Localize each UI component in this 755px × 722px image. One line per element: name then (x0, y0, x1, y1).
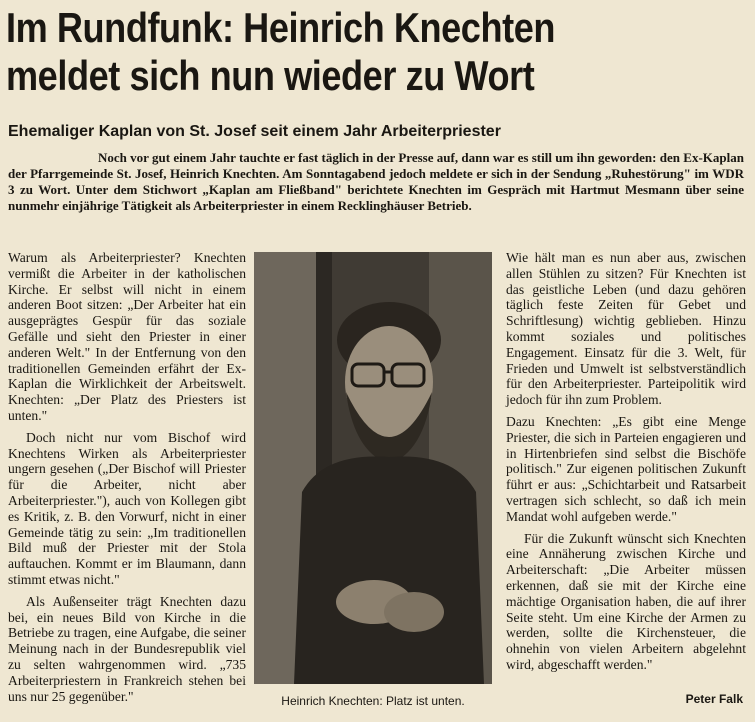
paragraph: Für die Zukunft wünscht sich Knechten eine Annäherung zwischen Kirche und Arbeiterschaft: „Die Arbeiter müssen erkennen, daß sie mit der Kirche eine mächtige Organisation haben, die auf ihrer Seite steht. Um eine Kirche der Armen zu werden, sollte die Kirchensteuer, die ohnehin von vielen Arbeitern abgelehnt wird, abgeschafft werden." (506, 530, 746, 672)
headline-line-1: Im Rundfunk: Heinrich Knechten (6, 4, 555, 51)
paragraph: Als Außenseiter trägt Knechten dazu bei, ein neues Bild von Kirche in die Betriebe zu tragen, eine Aufgabe, die seiner Meinung nach in der Bundesrepublik viel zu selten wahrgenommen wird. „735 Arbeiterpriestern in Frankreich stehen bei uns nur 25 gegenüber." (8, 593, 246, 704)
photo-caption: Heinrich Knechten: Platz ist unten. (281, 694, 465, 708)
column-left (8, 250, 246, 710)
subheadline: Ehemaliger Kaplan von St. Josef seit einem Jahr Arbeiterpriester (8, 123, 501, 140)
author-byline: Peter Falk (685, 692, 743, 706)
paragraph: Doch nicht nur vom Bischof wird Knechtens Wirken als Arbeiterpriester ungern gesehen („Der Bischof will Priester für die Arbeiter, nicht aber Arbeiterpriester."), auch von Kollegen gibt es Kritik, z. B. den Vorwurf, nicht in einer Gemeinde tätig zu sein: „Im traditionellen Bild muß der Priester mit der Stola auftauchen. Kommt er im Blaumann, dann stimmt etwas nicht." (8, 429, 246, 587)
portrait-photo-graphic (254, 252, 492, 684)
paragraph: Wie hält man es nun aber aus, zwischen allen Stühlen zu sitzen? Für Knechten ist das geistliche Leben (und dazu gehören täglich feste Zeiten für Gebet und Schriftlesung) wichtig geblieben. Hinzu kommt soziales und politisches Engagement. Einsatz für die 3. Welt, für Frieden und Umwelt ist selbstverständlich für den Arbeiterpriester. Parteipolitik wird jedoch für ihn zum Problem. (506, 250, 746, 408)
paragraph: Dazu Knechten: „Es gibt eine Menge Priester, die sich in Parteien engagieren und in Hirtenbriefen sind selbst die Bischöfe politisch." Zur eigenen politischen Zukunft führt er aus: „Schichtarbeit und Ratsarbeit vertragen sich schlecht, so daß ich mein Mandat wohl aufgeben werde." (506, 413, 746, 524)
column-right (506, 250, 746, 679)
headline-line-2: meldet sich nun wieder zu Wort (6, 52, 535, 99)
paragraph: Warum als Arbeiterpriester? Knechten vermißt die Arbeiter in der katholischen Kirche. Er selbst will nicht in einem anderen Boot sitzen: „Der Arbeiter hat ein ausgeprägtes Gespür für das soziale Gefälle und sieht den Priester in einer anderen Welt." In der Entfernung von den traditionellen Gemeinden erfährt der Ex-Kaplan die Wirklichkeit der Arbeitswelt. Knechten: „Der Platz des Priesters ist unten." (8, 250, 246, 423)
portrait-photo (254, 252, 492, 684)
headline (6, 4, 647, 100)
lead-paragraph: Noch vor gut einem Jahr tauchte er fast täglich in der Presse auf, dann war es still um ihn geworden: den Ex-Kaplan der Pfarrgemeinde St. Josef, Heinrich Knechten. Am Sonntagabend jedoch meldete er sich in der Sendung „Ruhestörung" im WDR 3 zu Wort. Unter dem Stichwort „Kaplan am Fließband" berichtete Knechten im Gespräch mit Hartmut Mesmann über seine nunmehr einjährige Tätigkeit als Arbeiterpriester in einem Recklinghäuser Betrieb. (8, 150, 744, 213)
